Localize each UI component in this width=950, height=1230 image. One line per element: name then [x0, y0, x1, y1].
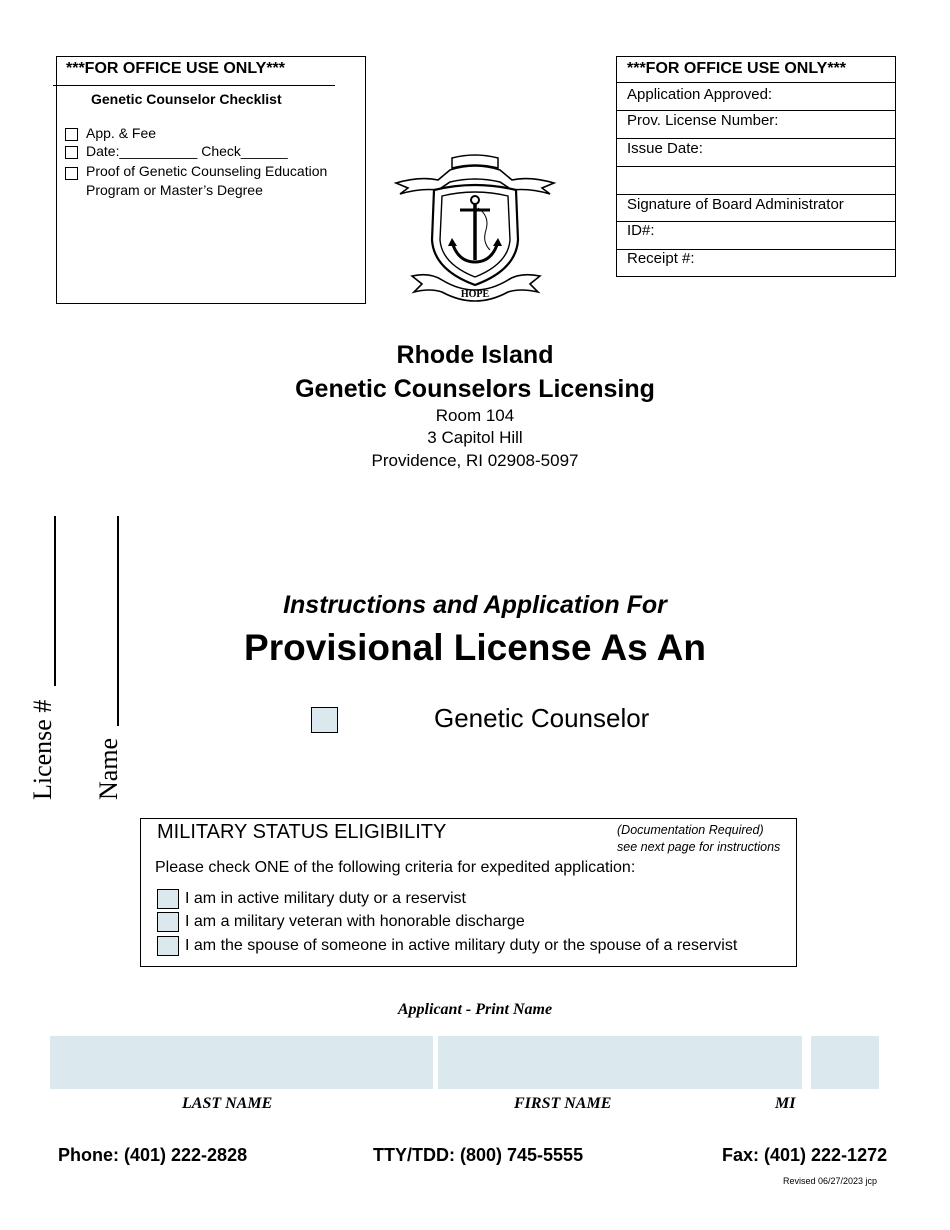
- phone-number: Phone: (401) 222-2828: [58, 1145, 248, 1165]
- documentation-note: [617, 822, 780, 856]
- last-name-label: LAST NAME: [182, 1095, 273, 1112]
- checklist-item-education-proof: [65, 162, 327, 200]
- signature-label: Signature of Board Administrator: [627, 196, 844, 213]
- office-use-header: ***FOR OFFICE USE ONLY***: [627, 60, 847, 77]
- name-label: Name: [94, 737, 123, 800]
- id-field: ID#:: [627, 222, 655, 239]
- receipt-field: Receipt #:: [627, 250, 695, 267]
- military-option-label: I am in active military duty or a reservist: [185, 890, 466, 907]
- name-line: [117, 516, 119, 726]
- applicant-print-name-label: Applicant - Print Name: [397, 1001, 553, 1018]
- documentation-required: (Documentation Required): [617, 823, 764, 837]
- military-option-veteran: [157, 912, 525, 932]
- last-name-input[interactable]: [50, 1036, 433, 1089]
- military-option-label: I am a military veteran with honorable discharge: [185, 913, 525, 930]
- military-status-box: [140, 818, 797, 967]
- checkbox[interactable]: [65, 146, 78, 159]
- office-use-header: ***FOR OFFICE USE ONLY***: [66, 60, 286, 77]
- spouse-checkbox[interactable]: [157, 936, 179, 956]
- prov-license-number-field: Prov. License Number:: [627, 112, 779, 129]
- seal-motto: HOPE: [460, 289, 490, 300]
- first-name-input[interactable]: [438, 1036, 802, 1089]
- checkbox[interactable]: [65, 128, 78, 141]
- fax-number: Fax: (401) 222-1272: [722, 1145, 888, 1165]
- checklist-item-label: App. & Fee: [86, 125, 157, 141]
- checklist-item-label: Date:__________ Check______: [86, 143, 288, 159]
- rhode-island-seal-icon: [390, 150, 560, 308]
- veteran-checkbox[interactable]: [157, 912, 179, 932]
- first-name-label: FIRST NAME: [514, 1095, 612, 1112]
- military-option-label: I am the spouse of someone in active military duty or the spouse of a reservist: [185, 937, 738, 954]
- office-use-approval-box: [616, 56, 896, 277]
- license-number-label: License #: [28, 699, 57, 800]
- checklist-item-date-check: [65, 143, 288, 159]
- genetic-counselor-label: Genetic Counselor: [434, 703, 650, 733]
- genetic-counselor-checkbox[interactable]: [311, 707, 338, 733]
- military-option-active: [157, 889, 466, 909]
- checklist-item-label-cont: Program or Master’s Degree: [86, 182, 263, 198]
- checklist-item-label: Proof of Genetic Counseling Education: [86, 163, 328, 179]
- military-option-spouse: [157, 936, 737, 956]
- middle-initial-label: MI: [775, 1095, 796, 1112]
- military-status-title: MILITARY STATUS ELIGIBILITY: [157, 821, 447, 843]
- active-duty-checkbox[interactable]: [157, 889, 179, 909]
- checkbox[interactable]: [65, 167, 78, 180]
- tty-number: TTY/TDD: (800) 745-5555: [373, 1145, 584, 1165]
- see-next-page-note: see next page for instructions: [617, 840, 781, 854]
- header-divider: [53, 85, 335, 86]
- title-provisional-license: Provisional License As An: [244, 627, 706, 668]
- address-room: Room 104: [435, 406, 515, 425]
- military-instruction: Please check ONE of the following criteria for expedited application:: [155, 859, 636, 876]
- agency-name: Genetic Counselors Licensing: [295, 375, 655, 403]
- address-city: Providence, RI 02908-5097: [371, 451, 579, 470]
- office-use-checklist-box: [56, 56, 366, 304]
- title-instructions: Instructions and Application For: [283, 591, 667, 619]
- application-approved-field: Application Approved:: [627, 86, 773, 103]
- revision-date: Revised 06/27/2023 jcp: [783, 1176, 878, 1186]
- blank-signature-field: [617, 165, 895, 193]
- middle-initial-input[interactable]: [811, 1036, 879, 1089]
- address-street: 3 Capitol Hill: [427, 428, 523, 447]
- checklist-item-app-fee: [65, 125, 156, 141]
- issue-date-field: Issue Date:: [627, 140, 703, 157]
- checklist-title: Genetic Counselor Checklist: [91, 91, 282, 107]
- agency-state: Rhode Island: [396, 341, 554, 369]
